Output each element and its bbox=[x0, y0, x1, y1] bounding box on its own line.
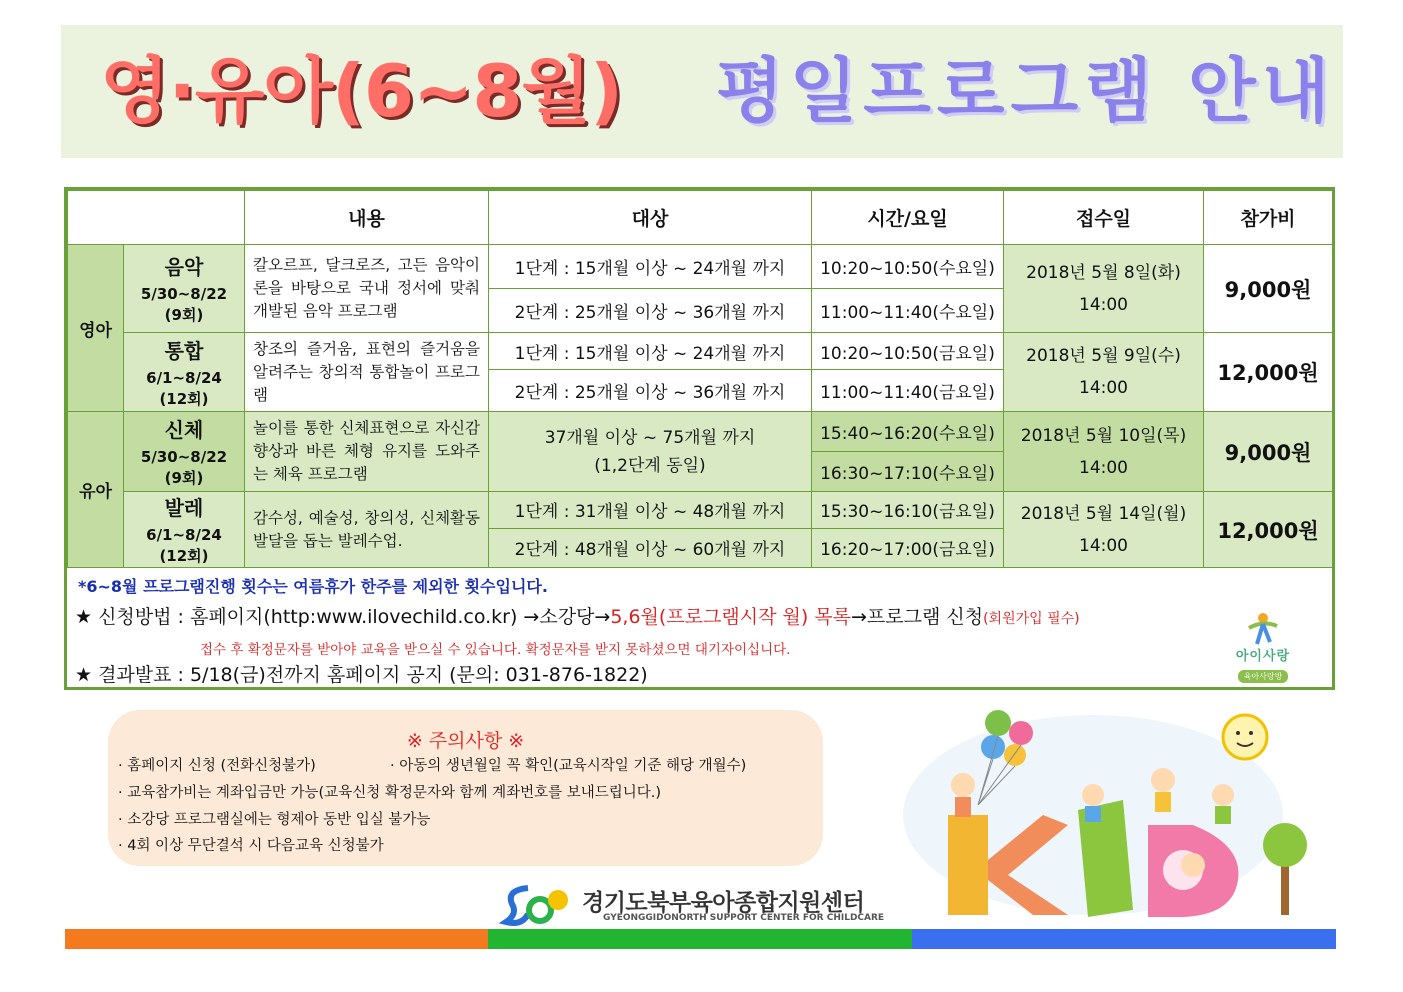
program-time: 16:20~17:00(금요일) bbox=[812, 528, 1004, 567]
table-row bbox=[68, 412, 1333, 452]
program-name: 통합 bbox=[164, 338, 204, 363]
program-description: 칼오르프, 달크로즈, 고든 음악이론을 바탕으로 국내 정서에 맞춰 개발된 음악 프로그램 bbox=[245, 245, 489, 333]
organization-name: 경기도북부육아종합지원센터 bbox=[582, 890, 865, 916]
program-table-frame bbox=[64, 187, 1335, 690]
program-target: 2단계 : 48개월 이상 ~ 60개월 까지 bbox=[489, 528, 812, 567]
apply-method-membership: (회원가입 필수) bbox=[983, 611, 1080, 627]
header-time: 시간/요일 bbox=[812, 191, 1004, 245]
footer-bar-green bbox=[488, 929, 912, 949]
apply-method-highlight: 5,6월(프로그램시작 월) 목록 bbox=[610, 606, 851, 628]
program-count: (12회) bbox=[159, 389, 209, 408]
result-announcement: ★ 결과발표 : 5/18(금)전까지 홈페이지 공지 (문의: 031-876-1822) bbox=[75, 664, 648, 686]
table-row bbox=[68, 492, 1333, 529]
program-dates: 5/30~8/22 bbox=[140, 448, 228, 466]
tree-icon bbox=[1263, 823, 1307, 915]
program-time: 15:40~16:20(수요일) bbox=[812, 412, 1004, 452]
page-title-main: 영·유아(6~8월) bbox=[100, 49, 622, 133]
program-name: 음악 bbox=[164, 255, 204, 279]
program-time: 15:30~16:10(금요일) bbox=[812, 492, 1004, 529]
iisarang-logo bbox=[1215, 612, 1311, 681]
program-fee: 12,000원 bbox=[1204, 492, 1333, 568]
apply-method bbox=[75, 602, 1080, 629]
program-target: 1단계 : 15개월 이상 ~ 24개월 까지 bbox=[489, 333, 812, 370]
program-time: 10:20~10:50(금요일) bbox=[812, 333, 1004, 370]
program-fee: 9,000원 bbox=[1204, 245, 1333, 333]
registration-date: 2018년 5월 10일(목) bbox=[1020, 425, 1187, 446]
program-fee: 12,000원 bbox=[1204, 333, 1333, 412]
program-subject bbox=[124, 245, 245, 333]
apply-method-prefix: ★ 신청방법 : 홈페이지(http:www.ilovechild.co.kr) →소강당→ bbox=[75, 606, 611, 628]
kids-illustration bbox=[893, 695, 1313, 920]
organization-english-name: GYEONGGIDONORTH SUPPORT CENTER FOR CHILDCARE bbox=[603, 913, 885, 923]
registration-time: 14:00 bbox=[1079, 378, 1128, 398]
program-fee: 9,000원 bbox=[1204, 412, 1333, 492]
group-label-infant: 영아 bbox=[68, 245, 124, 412]
organization-emblem-icon bbox=[498, 880, 578, 930]
caution-item: · 소강당 프로그램실에는 형제아 동반 입실 불가능 bbox=[118, 812, 431, 828]
table-row bbox=[68, 245, 1333, 289]
program-count: (9회) bbox=[164, 469, 204, 487]
apply-method-suffix: →프로그램 신청 bbox=[851, 606, 984, 628]
program-target-note: (1,2단계 동일) bbox=[594, 455, 706, 476]
registration-time: 14:00 bbox=[1079, 457, 1128, 478]
registration-date: 2018년 5월 14일(월) bbox=[1020, 503, 1187, 524]
program-target: 2단계 : 25개월 이상 ~ 36개월 까지 bbox=[489, 289, 812, 333]
program-target: 1단계 : 31개월 이상 ~ 48개월 까지 bbox=[489, 492, 812, 529]
child-figure-icon bbox=[1243, 612, 1283, 646]
program-count: (12회) bbox=[159, 547, 209, 565]
registration-time: 14:00 bbox=[1079, 535, 1128, 556]
table-row bbox=[68, 333, 1333, 370]
footer-bar-orange bbox=[65, 929, 488, 949]
program-registration bbox=[1004, 412, 1204, 492]
header-registration: 접수일 bbox=[1004, 191, 1204, 245]
caution-item: · 홈페이지 신청 (전화신청불가) bbox=[118, 758, 316, 774]
program-name: 발레 bbox=[164, 496, 204, 520]
header-target: 대상 bbox=[489, 191, 812, 245]
program-description: 감수성, 예술성, 창의성, 신체활동 발달을 돕는 발레수업. bbox=[245, 492, 489, 568]
footer-bar-blue bbox=[912, 929, 1336, 949]
confirm-note: 접수 후 확정문자를 받아야 교육을 받으실 수 있습니다. 확정문자를 받지 못하셨으면 대기자이십니다. bbox=[200, 642, 791, 658]
caution-box bbox=[108, 710, 823, 866]
program-registration bbox=[1004, 245, 1204, 333]
program-subject bbox=[124, 333, 245, 412]
header-blank bbox=[68, 191, 245, 245]
program-time: 10:20~10:50(수요일) bbox=[812, 245, 1004, 289]
caution-item: · 아동의 생년월일 꼭 확인(교육시작일 기준 해당 개월수) bbox=[390, 758, 747, 774]
program-registration bbox=[1004, 492, 1204, 568]
iisarang-logo-name: 아이사랑 bbox=[1235, 649, 1291, 664]
program-time: 11:00~11:40(금요일) bbox=[812, 370, 1004, 412]
program-count: (9회) bbox=[164, 306, 204, 324]
program-time: 16:30~17:10(수요일) bbox=[812, 452, 1004, 492]
group-label-toddler: 유아 bbox=[68, 412, 124, 568]
program-subject bbox=[124, 412, 245, 492]
program-description: 창조의 즐거움, 표현의 즐거움을 알려주는 창의적 통합놀이 프로그램 bbox=[245, 333, 489, 412]
sun-icon bbox=[1223, 715, 1267, 759]
program-dates: 6/1~8/24 bbox=[146, 368, 222, 387]
iisarang-logo-tag: 육아사랑방 bbox=[1238, 670, 1289, 683]
organization-logo bbox=[498, 880, 898, 930]
registration-date: 2018년 5월 8일(화) bbox=[1026, 262, 1181, 283]
page-title-sub: 평일프로그램 안내 bbox=[716, 50, 1336, 132]
registration-date: 2018년 5월 9일(수) bbox=[1026, 346, 1181, 366]
program-dates: 5/30~8/22 bbox=[140, 285, 228, 303]
program-time: 11:00~11:40(수요일) bbox=[812, 289, 1004, 333]
program-name: 신체 bbox=[164, 418, 204, 442]
program-subject bbox=[124, 492, 245, 568]
caution-item: · 4회 이상 무단결석 시 다음교육 신청불가 bbox=[118, 838, 384, 854]
registration-time: 14:00 bbox=[1079, 294, 1128, 315]
caution-title: ※ 주의사항 ※ bbox=[406, 730, 525, 752]
header-content: 내용 bbox=[245, 191, 489, 245]
program-target bbox=[489, 412, 812, 492]
program-target: 1단계 : 15개월 이상 ~ 24개월 까지 bbox=[489, 245, 812, 289]
program-table bbox=[67, 190, 1333, 568]
program-dates: 6/1~8/24 bbox=[146, 526, 222, 544]
header-fee: 참가비 bbox=[1204, 191, 1333, 245]
program-description: 놀이를 통한 신체표현으로 자신감 향상과 바른 체형 유지를 도와주는 체육 프로그램 bbox=[245, 412, 489, 492]
table-header-row bbox=[68, 191, 1333, 245]
program-registration bbox=[1004, 333, 1204, 412]
caution-item: · 교육참가비는 계좌입금만 가능(교육신청 확정문자와 함께 계좌번호를 보내드립니다.) bbox=[118, 785, 662, 801]
program-target-range: 37개월 이상 ~ 75개월 까지 bbox=[544, 427, 756, 448]
program-target: 2단계 : 25개월 이상 ~ 36개월 까지 bbox=[489, 370, 812, 412]
session-count-note: *6~8월 프로그램진행 횟수는 여름휴가 한주를 제외한 횟수입니다. bbox=[78, 577, 548, 596]
